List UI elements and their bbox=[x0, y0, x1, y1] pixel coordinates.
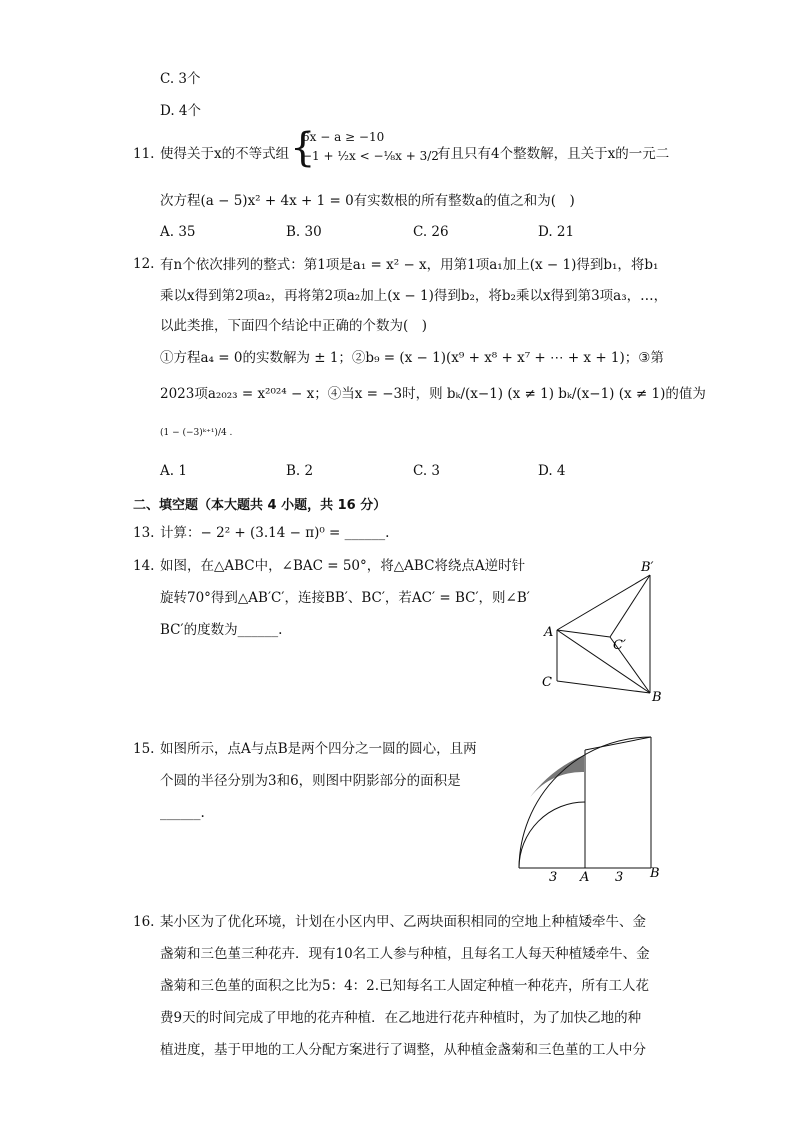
question-number: 13. bbox=[133, 525, 155, 541]
triangle-rotation-figure bbox=[530, 555, 670, 705]
section-heading: 二、填空题（本大题共 4 小题，共 16 分） bbox=[133, 498, 387, 513]
question-text: 有且只有4个整数解，且关于x的一元二 bbox=[437, 146, 670, 162]
label-radius-right: 3 bbox=[615, 870, 624, 885]
question-text: 使得关于x的不等式组 bbox=[160, 146, 290, 162]
fraction-expression: (1 − (−3)ᵏ⁺¹)/4 . bbox=[160, 428, 233, 438]
question-number: 16. bbox=[133, 914, 155, 930]
label-radius-left: 3 bbox=[549, 870, 558, 885]
inequality-1: 6x − a ≥ −10 bbox=[302, 130, 385, 144]
question-text: ①方程a₄ = 0的实数解为 ± 1；②b₉ = (x − 1)(x⁹ + x⁸ + x⁷ + ⋯ + x + 1)；③第 bbox=[160, 350, 664, 366]
label-A: A bbox=[580, 870, 590, 885]
option-c: C. 26 bbox=[413, 224, 449, 240]
question-number: 12. bbox=[133, 256, 155, 272]
question-text: 盏菊和三色堇三种花卉．现有10名工人参与种植，且每名工人每天种植矮牵牛、金 bbox=[160, 946, 650, 962]
question-text: 以此类推，下面四个结论中正确的个数为( ) bbox=[160, 318, 428, 334]
question-text: 个圆的半径分别为3和6，则图中阴影部分的面积是 bbox=[160, 773, 461, 789]
option-d: D. 21 bbox=[538, 224, 575, 240]
question-text: 旋转70°得到△AB′C′，连接BB′、BC′，若AC′ = BC′，则∠B′ bbox=[160, 590, 530, 606]
inequality-2: −1 + ½x < −⅛x + 3/2 bbox=[302, 149, 439, 163]
question-text: 计算：− 2² + (3.14 − π)⁰ = ______. bbox=[160, 525, 390, 541]
label-C-prime: C′ bbox=[613, 638, 626, 653]
label-C: C bbox=[542, 675, 552, 690]
question-number: 11. bbox=[133, 146, 155, 162]
question-text: 次方程(a − 5)x² + 4x + 1 = 0有实数根的所有整数a的值之和为( ) bbox=[160, 193, 575, 209]
label-B: B bbox=[650, 866, 660, 881]
question-text: 植进度，基于甲地的工人分配方案进行了调整，从种植金盏菊和三色堇的工人中分 bbox=[160, 1042, 646, 1058]
question-text: ______. bbox=[160, 805, 205, 821]
option-d: D. 4个 bbox=[160, 103, 202, 119]
question-number: 15. bbox=[133, 741, 155, 757]
brace-icon: { bbox=[290, 125, 316, 171]
question-text: 有n个依次排列的整式：第1项是a₁ = x² − x，用第1项a₁加上(x − 1)得到b₁，将b₁ bbox=[160, 257, 659, 273]
quarter-circle-figure bbox=[510, 730, 670, 885]
question-text: 盏菊和三色堇的面积之比为5：4：2.已知每名工人固定种植一种花卉，所有工人花 bbox=[160, 978, 650, 994]
question-text: 某小区为了优化环境，计划在小区内甲、乙两块面积相同的空地上种植矮牵牛、金 bbox=[160, 914, 646, 930]
label-A: A bbox=[544, 625, 554, 640]
option-d: D. 4 bbox=[538, 463, 566, 479]
question-text: 2023项a₂₀₂₃ = x²⁰²⁴ − x；④当x = −3时，则 bₖ/(x−1) (x ≠ 1) bₖ/(x−1) (x ≠ 1)的值为 bbox=[160, 386, 706, 402]
question-number: 14. bbox=[133, 558, 155, 574]
question-text: BC′的度数为______. bbox=[160, 622, 283, 638]
option-c: C. 3个 bbox=[160, 71, 201, 87]
option-c: C. 3 bbox=[413, 463, 441, 479]
option-a: A. 1 bbox=[160, 463, 187, 479]
question-text: 如图所示，点A与点B是两个四分之一圆的圆心，且两 bbox=[160, 741, 477, 757]
question-text: 费9天的时间完成了甲地的花卉种植．在乙地进行花卉种植时，为了加快乙地的种 bbox=[160, 1010, 642, 1026]
option-a: A. 35 bbox=[160, 224, 196, 240]
option-b: B. 30 bbox=[286, 224, 322, 240]
question-text: 乘以x得到第2项a₂，再将第2项a₂加上(x − 1)得到b₂，将b₂乘以x得到第3项a₃，…， bbox=[160, 288, 668, 304]
label-B: B bbox=[652, 690, 662, 705]
question-text: 如图，在△ABC中，∠BAC = 50°，将△ABC将绕点A逆时针 bbox=[160, 558, 526, 574]
option-b: B. 2 bbox=[286, 463, 314, 479]
label-B-prime: B′ bbox=[641, 560, 654, 575]
